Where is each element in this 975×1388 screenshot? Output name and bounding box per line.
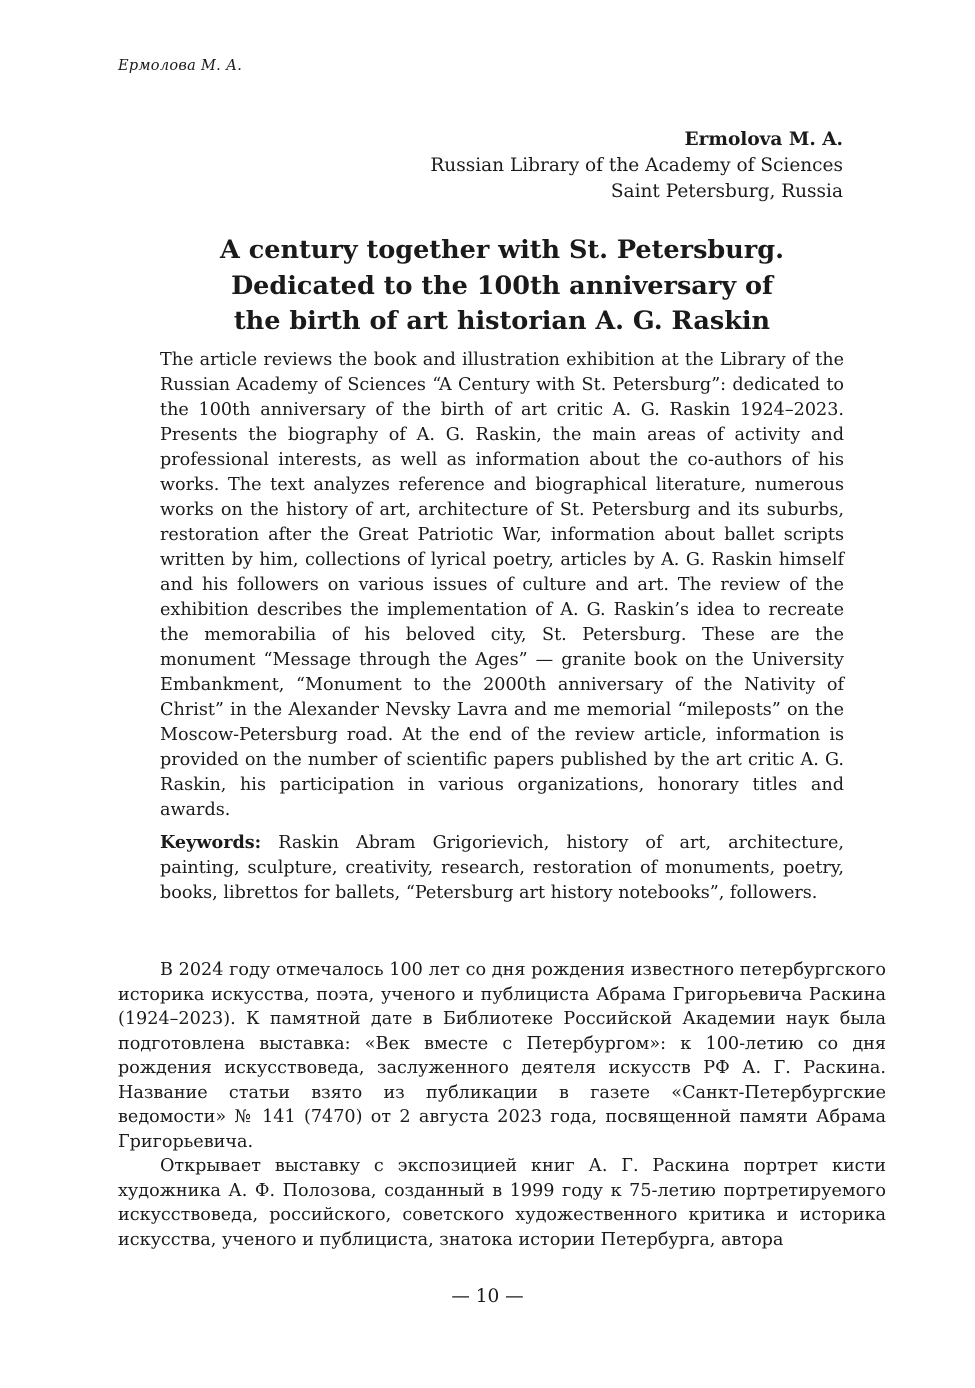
article-title <box>118 233 886 340</box>
running-head: Ермолова М. А. <box>118 58 243 74</box>
keywords-text: Raskin Abram Grigorievich, history of art, architecture, painting, sculpture, creativity, research, restoration of monuments, poetry, books, librettos for ballets, “Petersburg art history notebooks”, followers. <box>160 833 844 903</box>
body-paragraph: Открывает выставку с экспозицией книг А. Г. Раскина портрет кисти художника А. Ф. Полозова, созданный в 1999 году к 75-летию портретируемого искусствоведа, российского, советского художественного критика и историка искусства, ученого и публициста, знатока истории Петербурга, автора <box>118 1156 886 1250</box>
title-line: Dedicated to the 100th anniversary of <box>231 270 773 301</box>
author-affiliation <box>430 127 843 205</box>
body-paragraph: В 2024 году отмечалось 100 лет со дня рождения известного петербургского историка искусства, поэта, ученого и публициста Абрама Григорьевича Раскина (1924–2023). К памятной дате в Библиотеке Российской Академии наук была подготовлена выставка: «Век вместе с Петербургом»: к 100-летию со дня рождения искусствоведа, заслуженного деятеля искусств РФ А. Г. Раскина. Название статьи взято из публикации в газете «Санкт-Петербургские ведомости» № 141 (7470) от 2 августа 2023 года, посвященной памяти Абрама Григорьевича. <box>118 960 886 1152</box>
page-number: — 10 — <box>451 1286 524 1307</box>
keywords <box>160 830 844 906</box>
title-line: A century together with St. Petersburg. <box>220 235 784 265</box>
title-line: the birth of art historian A. G. Raskin <box>233 306 771 336</box>
abstract: The article reviews the book and illustration exhibition at the Library of the Russian Academy of Sciences “A Century with St. Petersburg”: dedicated to the 100th anniversary of the birth of art critic A. G. Raskin 1924–2023. Presents the biography of A. G. Raskin, the main areas of activity and professional interests, as well as information about the co-authors of his works. The text analyzes reference and biographical literature, numerous works on the history of art, architecture of St. Petersburg and its suburbs, restoration after the Great Patriotic War, information about ballet scripts written by him, collections of lyrical poetry, articles by A. G. Raskin himself and his followers on various issues of culture and art. The review of the exhibition describes the implementation of A. G. Raskin’s idea to recreate the memorabilia of his beloved city, St. Petersburg. These are the monument “Message through the Ages” — granite book on the University Embankment, “Monument to the 2000th anniversary of the Nativity of Christ” in the Alexander Nevsky Lavra and me memorial “mileposts” on the Moscow-Petersburg road. At the end of the review article, information is provided on the number of scientific papers published by the art critic A. G. Raskin, his participation in various organizations, honorary titles and awards. <box>160 350 844 820</box>
keywords-label: Keywords: <box>160 832 262 853</box>
institution: Russian Library of the Academy of Sciences <box>430 155 843 176</box>
location: Saint Petersburg, Russia <box>610 181 843 202</box>
body-text <box>118 958 886 1252</box>
author-name: Ermolova M. A. <box>684 129 843 150</box>
